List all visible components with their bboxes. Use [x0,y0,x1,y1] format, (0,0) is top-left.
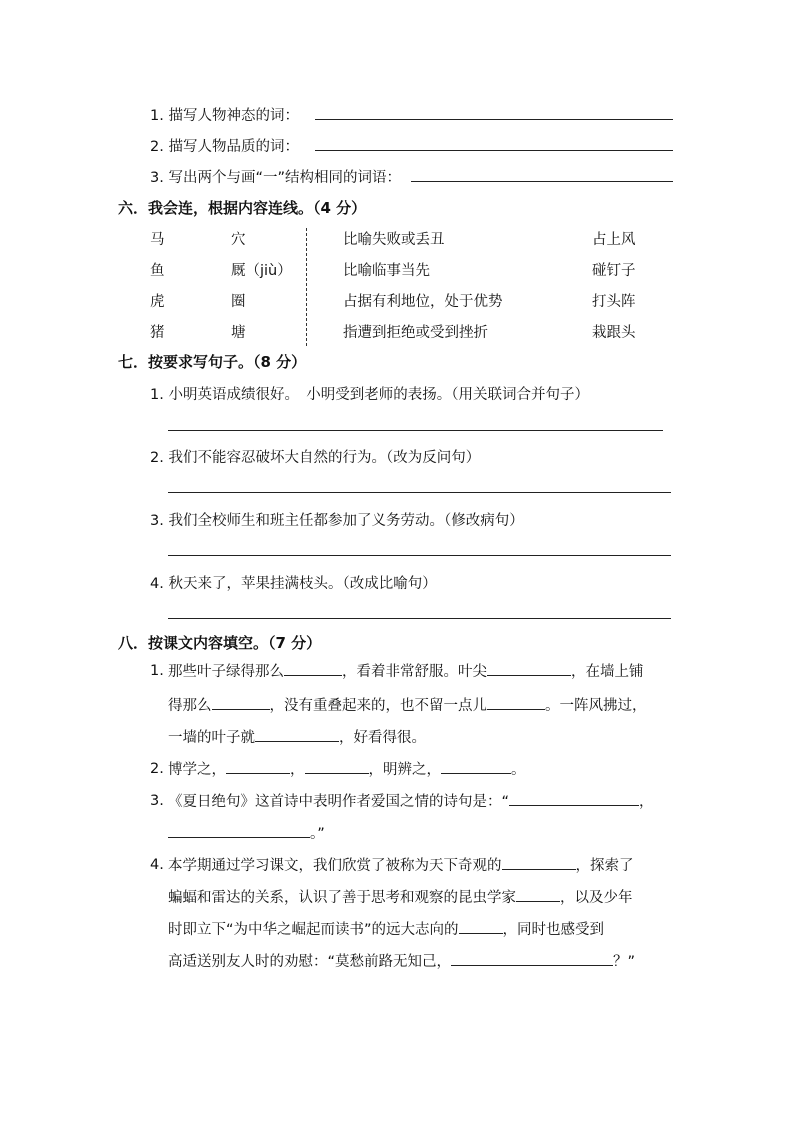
s8-q1-number: 1. [150,663,164,679]
dashed-divider [306,228,307,346]
text: ，看着非常舒服。叶尖 [342,664,487,680]
s7-answer-line-4[interactable] [168,618,671,619]
section-8-title: 八．按课文内容填空。（7 分） [118,634,322,652]
text: ，同时也感受到 [502,922,605,938]
text: ，没有重叠起来的，也不留一点儿 [269,698,487,714]
blank[interactable] [305,759,369,774]
text: ，探索了 [575,858,634,874]
s7-question-3: 3. 我们全校师生和班主任都参加了义务劳动。（修改病句） [150,513,524,529]
blank[interactable] [168,823,310,838]
text: 。” [310,826,325,842]
s7-answer-line-3[interactable] [168,555,671,556]
animal-item[interactable]: 猪 [150,325,165,341]
text: ？” [613,954,636,970]
s8-q3-line-1 [168,786,654,818]
s5-question-1: 1. 描写人物神态的词： [150,108,299,124]
text: 时即立下“为中华之崛起而读书”的远大志向的 [168,922,459,938]
blank[interactable] [255,727,339,742]
text: 蝙蝠和雷达的关系，认识了善于思考和观察的昆虫学家 [168,890,516,906]
text: 本学期通过学习课文，我们欣赏了被称为天下奇观的 [168,858,502,874]
s5-question-2: 2. 描写人物品质的词： [150,139,299,155]
s7-question-4: 4. 秋天来了，苹果挂满枝头。（改成比喻句） [150,576,437,592]
s8-q4-line-1 [168,850,634,882]
text: 得那么 [168,698,212,714]
meaning-item[interactable]: 指遭到拒绝或受到挫折 [343,325,488,341]
text: 一墙的叶子就 [168,730,255,746]
s8-q2-line [168,754,526,786]
idiom-item[interactable]: 栽跟头 [592,325,636,341]
s5-answer-line-2[interactable] [315,150,673,151]
text: 《夏日绝句》这首诗中表明作者爱国之情的诗句是：“ [168,794,510,810]
s8-q4-line-2 [168,882,633,914]
s8-q3-number: 3. [150,793,164,809]
text: ，在墙上铺 [571,664,644,680]
blank[interactable] [441,759,511,774]
s5-question-3: 3. 写出两个与画“一”结构相同的词语： [150,170,401,186]
s7-question-2: 2. 我们不能容忍破坏大自然的行为。（改为反问句） [150,450,481,466]
text: 。 [511,762,526,778]
animal-item[interactable]: 虎 [150,294,165,310]
text: 高适送别友人时的劝慰：“莫愁前路无知己， [168,954,452,970]
s8-q1-line-2 [168,690,647,722]
idiom-item[interactable]: 打头阵 [592,294,636,310]
blank[interactable] [284,661,342,676]
s8-q4-number: 4. [150,857,164,873]
text: ，好看得很。 [339,730,426,746]
text: 。一阵风拂过， [545,698,647,714]
s8-q3-line-2 [168,818,325,850]
blank[interactable] [502,855,576,870]
blank[interactable] [212,695,270,710]
blank[interactable] [451,951,613,966]
s7-question-1: 1. 小明英语成绩很好。 小明受到老师的表扬。（用关联词合并句子） [150,387,589,403]
s8-q1-line-3 [168,722,426,754]
blank[interactable] [509,791,639,806]
s5-answer-line-3[interactable] [411,181,673,182]
text: ，以及少年 [560,890,633,906]
s8-q1-line-1 [168,656,644,688]
animal-item[interactable]: 鱼 [150,263,165,279]
meaning-item[interactable]: 占据有利地位，处于优势 [343,294,503,310]
blank[interactable] [487,661,571,676]
blank[interactable] [459,919,503,934]
animal-item[interactable]: 马 [150,232,165,248]
text: ， [290,762,305,778]
text: 那些叶子绿得那么 [168,664,284,680]
section-7-title: 七．按要求写句子。（8 分） [118,353,307,371]
place-item[interactable]: 圈 [231,294,246,310]
place-item[interactable]: 塘 [231,325,246,341]
s8-q2-number: 2. [150,761,164,777]
blank[interactable] [487,695,545,710]
place-item[interactable]: 穴 [231,232,246,248]
meaning-item[interactable]: 比喻临事当先 [343,263,430,279]
section-6-title: 六．我会连，根据内容连线。（4 分） [118,199,367,217]
text: ，明辨之， [368,762,441,778]
place-item[interactable]: 厩（jiù） [231,263,292,279]
s5-answer-line-1[interactable] [315,119,673,120]
s7-answer-line-2[interactable] [168,492,671,493]
s8-q4-line-3 [168,914,604,946]
text: 博学之， [168,762,226,778]
s8-q4-line-4 [168,946,635,978]
text: ， [639,794,654,810]
blank[interactable] [226,759,290,774]
idiom-item[interactable]: 占上风 [592,232,636,248]
idiom-item[interactable]: 碰钉子 [592,263,636,279]
s7-answer-line-1[interactable] [168,430,663,431]
blank[interactable] [516,887,560,902]
meaning-item[interactable]: 比喻失败或丢丑 [343,232,445,248]
